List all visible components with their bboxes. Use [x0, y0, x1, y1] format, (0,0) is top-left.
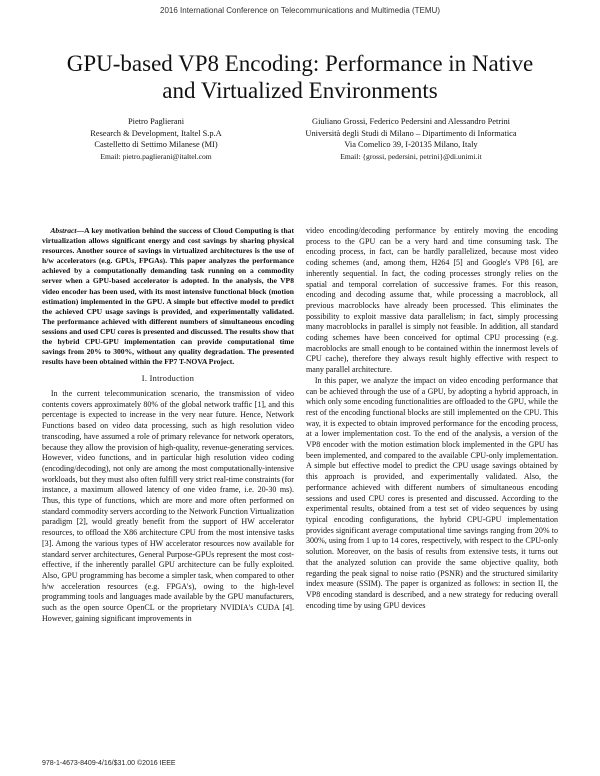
introduction-paragraph-2: In this paper, we analyze the impact on video encoding performance that can be achieved through the use of a GPU, by adopting a hybrid approach, in which only some encoding functionalities are offloaded to the GPU, while the rest of the encoding functional blocks are still implemented on the CPU. This way, it is expected to obtain improved performance for the encoding process, at a lower implementation cost. To the end of the analysis, a version of the VP8 encoder with the motion estimation block implemented in the GPU has been implemented, and compared to the available CPU-only implementation. A simple but effective model to predict the CPU usage savings obtained by this approach is provided, and experimentally validated. Also, the performance achieved with different numbers of simultaneous encoding sessions and used CPU cores is presented and discussed. According to the experimental results, obtained from a test set of video sequences by using typical encoding configurations, the hybrid CPU-GPU implementation provides significant average computational time savings ranging from 20% to 300%, using from 1 up to 14 cores, respectively, with respect to the CPU-only solution. Moreover, on the basis of results from extensive tests, it turns out that the analyzed solution can provide the same objective quality, both regarding the peak signal to noise ratio (PSNR) and the structured similarity index measure (SSIM). The paper is organized as follows: in section II, the VP8 encoding standard is described, and a new strategy for reducing overall encoding time by using GPU devices	[306, 375, 558, 610]
author-affiliation: Research & Development, Italtel S.p.A	[90, 128, 222, 138]
author-block-left	[40, 116, 272, 162]
introduction-paragraph-continued: video encoding/decoding performance by entirely moving the encoding process to the GPU can be a very hard and time consuming task. The encoding process, in fact, can be hardly parallelized, because most video coding schemes (and, among them, H264 [5] and Google's VP8 [6], are inherently sequential. In fact, the coding processes strongly relies on the spatial and temporal correlation of successive frames. For this reason, encoding and decoding assume that, while processing a macroblock, all previous macroblocks have already been processed. This eliminates the possibility to exploit massive data parallelism; in fact, simply processing many macroblocks in parallel is simply not feasible. In addition, all standard coding schemes have been conceived for optimal CPU processing (e.g. macroblocks are small enough to be contained within the innermost levels of CPU cache), therefore they always result highly effective with respect to many parallel architecture.	[306, 226, 558, 375]
title-line-1: GPU-based VP8 Encoding: Performance in Native	[66, 51, 534, 76]
conference-header: 2016 International Conference on Telecommunications and Multimedia (TEMU)	[160, 6, 440, 15]
introduction-paragraph: In the current telecommunication scenario, the transmission of video contents covers approximately 80% of the global network traffic [1], and this percentage is expected to increase in the very near future. Hence, Network Functions based on video data processing, such as high resolution video transcoding, have assumed a role of primary relevance for network operators, because they allow the provision of high-quality, revenue-generating services. However, video functions, and in particular high resolution video coding (encoding/decoding), not only are among the most computationally-intensive workloads, but they must also often fulfill very strict real-time constraints (for instance, a maximum allowed latency of one video frame, i.e. 20-30 ms). Thus, this type of functions, which are more and more often performed on standard commodity servers according to the Network Function Virtualization paradigm [2], would greatly benefit from the support of HW accelerator resources, to offload the X86 architecture CPU from the most intensive tasks [3]. Among the various types of HW accelerator resources now available for standard server architectures, General Purpose-GPUs represent the most cost-effective, if the inherently parallel GPU architecture can be fully exploited. Also, GPU programming has become a simpler task, when compared to other h/w acceleration resources (e.g. FPGA's), owing to the high-level programming tools and languages made available by the GPU manufacturers, such as the open source OpenCL or the proprietary NVIDIA's CUDA [4]. However, gaining significant improvements in	[42, 389, 294, 623]
paper-title	[30, 50, 570, 104]
author-name: Pietro Paglierani	[127, 117, 185, 126]
author-affiliation: Università degli Studi di Milano – Dipartimento di Informatica	[305, 128, 517, 138]
author-names: Giuliano Grossi, Federico Pedersini and Alessandro Petrini	[312, 117, 510, 126]
author-address: Castelletto di Settimo Milanese (MI)	[94, 140, 218, 150]
author-block-right	[246, 116, 576, 162]
abstract	[42, 226, 294, 367]
title-line-2: and Virtualized Environments	[162, 78, 438, 103]
section-heading-introduction: I. Introduction	[141, 374, 195, 384]
copyright-footer: 978-1-4673-8409-4/16/$31.00 ©2016 IEEE	[42, 760, 176, 767]
author-email: Email: {grossi, pedersini, petrini}@di.unimi.it	[340, 151, 482, 161]
abstract-text: —A key motivation behind the success of Cloud Computing is that virtualization allows significant energy and cost savings by sharing physical resources. Another source of savings in virtualized architectures is the use of h/w accelerators (e.g. GPUs, FPGAs). This paper analyzes the performance achieved by a computationally demanding task running on a commodity server when a GPU-based accelerator is adopted. In the analysis, the VP8 video encoder has been used, with its most intensive functional block (motion estimation) implemented in the GPU. A simple but effective model to predict the achieved CPU usage savings is provided, and experimentally validated. The performance achieved with different numbers of simultaneous encoding sessions and used CPU cores is presented and discussed. The results show that the hybrid CPU-GPU implementation can provide computational time savings from 20% to 300%, without any quality degradation. The presented results have been obtained within the FP7 T-NOVA Project.	[42, 226, 294, 367]
right-column	[306, 226, 558, 611]
author-email: Email: pietro.paglierani@italtel.com	[100, 151, 212, 161]
abstract-label: Abstract	[50, 226, 77, 235]
author-address: Via Comelico 39, I-20135 Milano, Italy	[344, 140, 478, 150]
left-column	[42, 226, 294, 624]
